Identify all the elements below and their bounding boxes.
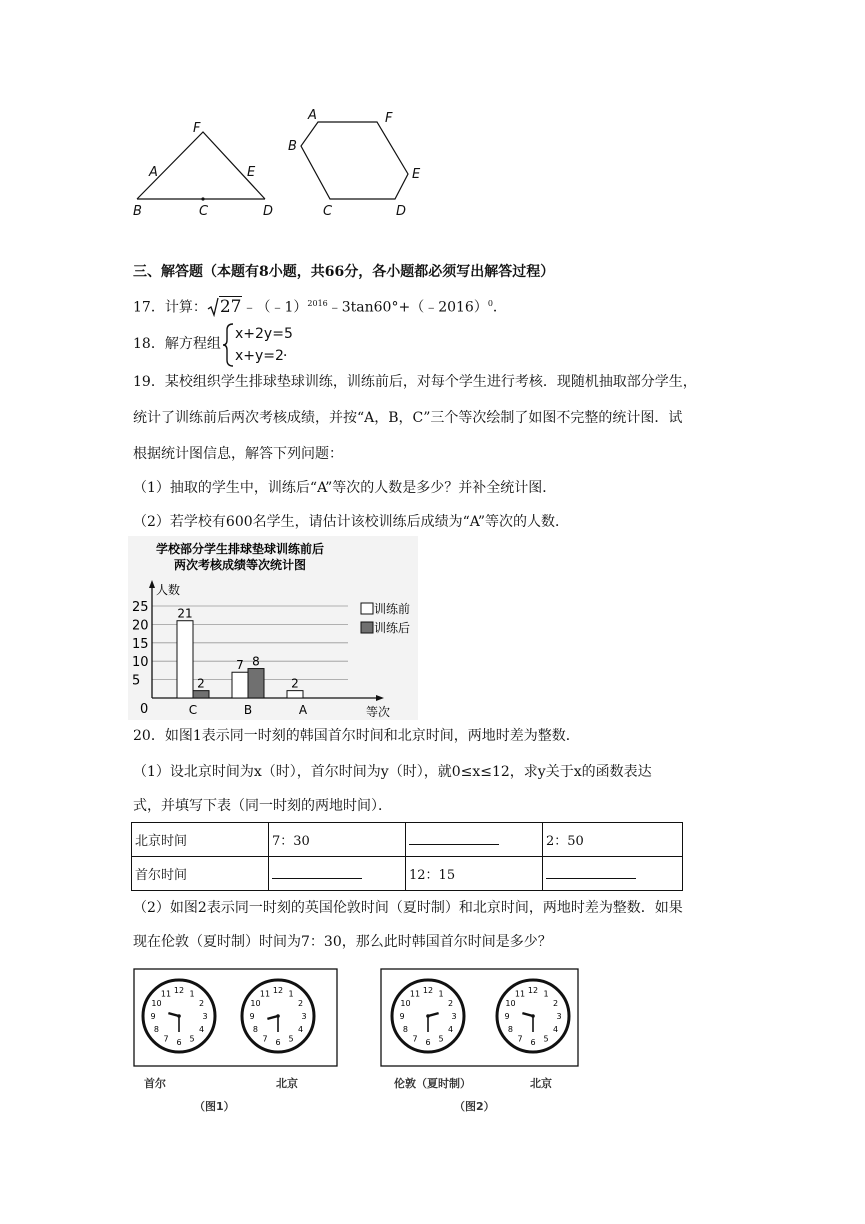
answer-blank[interactable]	[546, 864, 636, 879]
clock-numeral: 6	[425, 1038, 431, 1047]
table-cell: 7：30	[269, 823, 406, 857]
q18-eq2: x+y=2	[235, 348, 284, 364]
hexagon-label-B: B	[288, 139, 297, 154]
q19-line-2: 统计了训练前后两次考核成绩，并按“A，B，C”三个等次绘制了如图不完整的统计图．试	[133, 410, 683, 426]
clock-label-beijing-1: 北京	[276, 1077, 298, 1090]
bar-before	[177, 621, 193, 698]
clock-label-seoul: 首尔	[144, 1077, 166, 1090]
table-cell-blank	[269, 857, 406, 891]
table-cell-blank	[543, 857, 683, 891]
q19-line-3: 根据统计图信息，解答下列问题：	[133, 446, 343, 462]
chart-xtick-label: A	[298, 703, 308, 717]
table-cell: 12：15	[406, 857, 543, 891]
clock-numeral: 3	[451, 1012, 457, 1021]
clock-numeral: 9	[504, 1012, 510, 1021]
bar-after	[248, 669, 264, 698]
clock-numeral: 2	[198, 999, 205, 1008]
clock-numeral: 1	[438, 989, 444, 999]
chart-title: 学校部分学生排球垫球训练前后	[155, 542, 325, 556]
clock-numeral: 12	[272, 986, 284, 995]
chart-ytick-label: 20	[132, 618, 149, 634]
q17-rest1: ﹣（﹣1）	[242, 299, 308, 316]
clock-figures	[128, 966, 580, 1114]
triangle-label-C: C	[199, 204, 209, 219]
clock-numeral: 4	[198, 1025, 205, 1034]
clock-face	[143, 980, 215, 1052]
clock-numeral: 5	[288, 1034, 294, 1044]
q17-end: ．	[492, 299, 507, 316]
clock-numeral: 3	[202, 1012, 208, 1021]
clock-numeral: 5	[543, 1034, 549, 1044]
bar-data-label: 2	[291, 676, 299, 691]
answer-blank[interactable]	[409, 830, 499, 845]
clock-numeral: 11	[409, 989, 421, 999]
q17-exp2: 0	[487, 299, 493, 308]
chart-ytick-label: 25	[132, 600, 149, 615]
clock-numeral: 6	[530, 1038, 536, 1047]
clock-center	[531, 1014, 535, 1018]
q18-eq1: x+2y=5	[235, 326, 293, 342]
chart-ylabel: 人数	[156, 583, 181, 597]
question-17	[133, 294, 507, 318]
clock-numeral: 3	[301, 1012, 307, 1021]
q19-line-4: （1）抽取的学生中，训练后“A”等次的人数是多少？并补全统计图．	[133, 480, 557, 496]
clock-center	[426, 1014, 430, 1018]
chart-xtick-label: C	[188, 703, 198, 717]
clock-numeral: 12	[173, 986, 185, 995]
bar-data-label: 8	[252, 654, 260, 669]
triangle-label-D: D	[263, 204, 274, 219]
clock-numeral: 3	[556, 1012, 562, 1021]
table-cell: 首尔时间	[132, 857, 269, 891]
bar-data-label: 21	[177, 606, 193, 621]
clock-numeral: 8	[507, 1025, 514, 1034]
chart-subtitle: 两次考核成绩等次统计图	[173, 558, 307, 572]
bar-after	[193, 691, 209, 698]
clock-numeral: 4	[447, 1025, 454, 1034]
triangle-label-F: F	[193, 121, 201, 136]
chart-ytick-label: 0	[140, 702, 149, 717]
clock-numeral: 9	[249, 1012, 255, 1021]
bar-data-label: 7	[236, 658, 244, 673]
legend-label-before: 训练前	[374, 602, 411, 616]
table-cell: 2：50	[543, 823, 683, 857]
time-table	[131, 822, 683, 891]
clock-numeral: 4	[297, 1025, 304, 1034]
clock-center	[276, 1014, 280, 1018]
triangle-label-B: B	[133, 204, 142, 219]
bar-before	[287, 691, 303, 698]
clock-numeral: 7	[262, 1034, 268, 1044]
hexagon-label-C: C	[323, 204, 333, 219]
clock-numeral: 1	[543, 989, 549, 999]
clock-face	[392, 980, 464, 1052]
clock-numeral: 8	[252, 1025, 259, 1034]
clock-numeral: 7	[412, 1034, 418, 1044]
clock-face	[497, 980, 569, 1052]
clock-numeral: 2	[552, 999, 559, 1008]
sqrt-sign-icon	[207, 297, 219, 317]
clock-center	[177, 1014, 181, 1018]
clock-numeral: 5	[438, 1034, 444, 1044]
clock-numeral: 11	[259, 989, 271, 999]
question-18-prefix: 18．解方程组	[133, 336, 221, 352]
clock-numeral: 2	[297, 999, 304, 1008]
figure-caption-1: （图1）	[194, 1100, 235, 1113]
chart-xlabel: 等次	[366, 705, 391, 719]
table-row	[132, 857, 683, 891]
q20-intro: 20．如图1表示同一时刻的韩国首尔时间和北京时间，两地时差为整数．	[133, 728, 580, 744]
figure-caption-2: （图2）	[454, 1100, 495, 1113]
clock-numeral: 10	[400, 999, 411, 1008]
table-cell: 北京时间	[132, 823, 269, 857]
q20-p1-line-2: 式，并填写下表（同一时刻的两地时间）．	[133, 798, 392, 814]
legend-swatch-before	[361, 603, 373, 614]
table-cell-blank	[406, 823, 543, 857]
clock-numeral: 10	[151, 999, 162, 1008]
chart-ytick-label: 5	[132, 673, 141, 689]
legend-label-after: 训练后	[374, 621, 411, 635]
clock-numeral: 1	[288, 989, 294, 999]
hexagon-label-E: E	[412, 167, 421, 182]
chart-ytick-label: 15	[132, 636, 149, 652]
clock-numeral: 5	[189, 1034, 195, 1044]
hexagon-label-A: A	[308, 108, 317, 123]
q17-radicand: 27	[219, 296, 242, 317]
clock-numeral: 4	[552, 1025, 559, 1034]
clock-numeral: 8	[402, 1025, 409, 1034]
q20-p2-line-1: （2）如图2表示同一时刻的英国伦敦时间（夏时制）和北京时间，两地时差为整数．如果	[133, 900, 683, 916]
clock-numeral: 2	[447, 999, 454, 1008]
clock-numeral: 7	[163, 1034, 169, 1044]
q17-prefix: 17．计算：	[133, 299, 207, 316]
clock-label-beijing-2: 北京	[530, 1077, 552, 1090]
chart-ytick-label: 10	[132, 655, 149, 671]
clock-numeral: 9	[399, 1012, 405, 1021]
clock-numeral: 8	[153, 1025, 160, 1034]
table-row	[132, 823, 683, 857]
clock-numeral: 11	[160, 989, 172, 999]
clock-numeral: 1	[189, 989, 195, 999]
legend-swatch-after	[361, 622, 373, 633]
hexagon-label-F: F	[385, 111, 393, 126]
triangle-label-A: A	[149, 165, 158, 180]
brace-icon	[221, 322, 235, 368]
clock-numeral: 12	[422, 986, 434, 995]
triangle-label-E: E	[247, 165, 256, 180]
clock-numeral: 6	[275, 1038, 281, 1047]
q19-line-1: 19．某校组织学生排球垫球训练，训练前后，对每个学生进行考核．现随机抽取部分学生，	[133, 374, 697, 390]
clock-label-london: 伦敦（夏时制）	[394, 1077, 471, 1090]
bar-chart	[128, 536, 418, 720]
geometry-figure	[125, 100, 435, 225]
q20-p1-line-1: （1）设北京时间为x（时），首尔时间为y（时），就0≤x≤12，求y关于x的函数表达	[133, 764, 652, 780]
hexagon-label-D: D	[396, 204, 407, 219]
section-title: 三、解答题（本题有8小题，共66分，各小题都必须写出解答过程）	[133, 264, 555, 280]
clock-numeral: 6	[176, 1038, 182, 1047]
q19-line-5: （2）若学校有600名学生，请估计该校训练后成绩为“A”等次的人数．	[133, 514, 569, 530]
clock-numeral: 11	[514, 989, 526, 999]
bar-before	[232, 672, 248, 698]
clock-numeral: 7	[517, 1034, 523, 1044]
answer-blank[interactable]	[272, 864, 362, 879]
q17-exp1: 2016	[307, 299, 328, 308]
clock-numeral: 9	[150, 1012, 156, 1021]
clock-face	[242, 980, 314, 1052]
q17-rest2: ﹣3tan60°+（﹣2016）	[327, 299, 488, 316]
q20-p2-line-2: 现在伦敦（夏时制）时间为7：30，那么此时韩国首尔时间是多少？	[133, 934, 552, 950]
bar-data-label: 2	[197, 676, 205, 691]
chart-xtick-label: B	[243, 703, 253, 717]
clock-numeral: 10	[250, 999, 261, 1008]
clock-numeral: 12	[527, 986, 539, 995]
q18-end: ．	[283, 344, 297, 360]
clock-numeral: 10	[505, 999, 516, 1008]
